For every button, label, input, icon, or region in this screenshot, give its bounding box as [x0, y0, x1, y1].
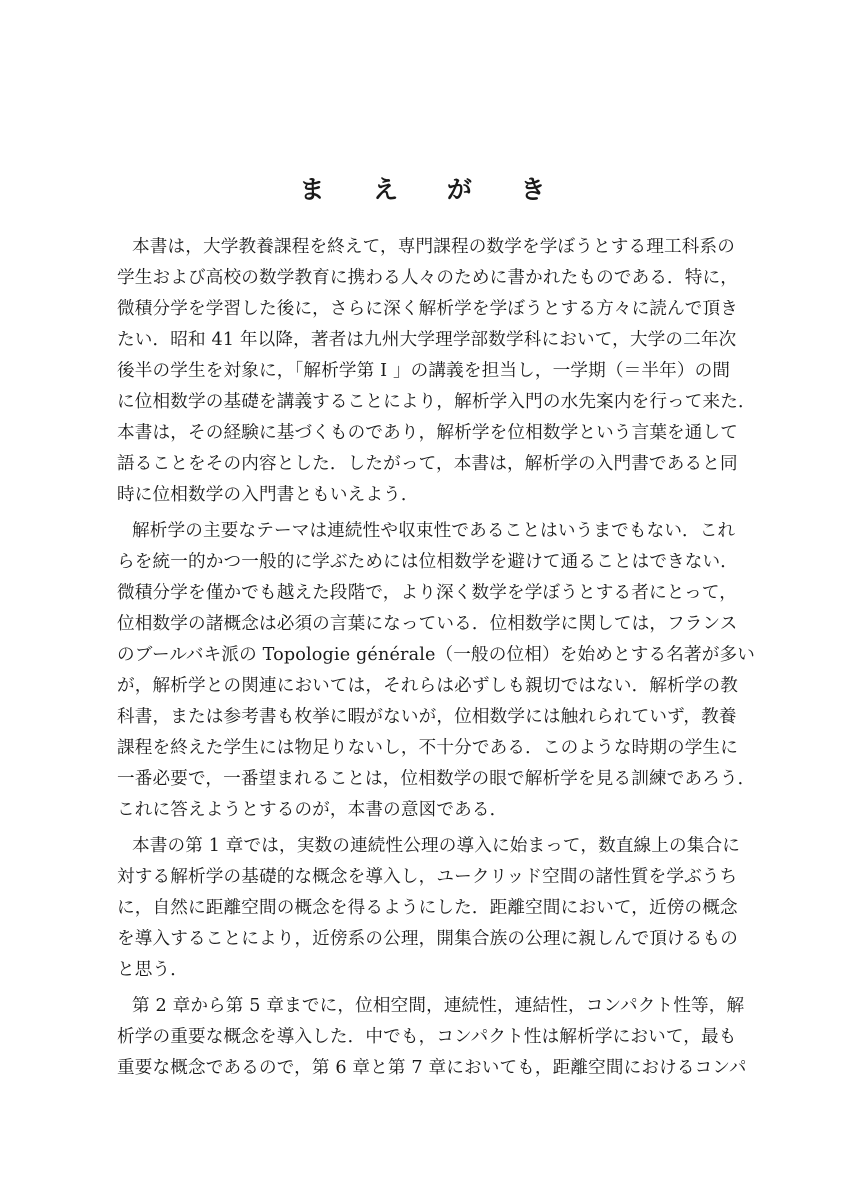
- text-line: が，解析学との関連においては，それらは必ずしも親切ではない．解析学の教: [117, 676, 739, 696]
- text-line: 本書は，その経験に基づくものであり，解析学を位相数学という言葉を通して: [117, 423, 739, 443]
- text-line: を導入することにより，近傍系の公理，開集合族の公理に親しんで頂けるもの: [117, 929, 739, 949]
- text-line: 本書の第 1 章では，実数の連続性公理の導入に始まって，数直線上の集合に: [132, 836, 741, 856]
- text-line: たい．昭和 41 年以降，著者は九州大学理学部数学科において，大学の二年次: [117, 330, 737, 350]
- text-line: 第 2 章から第 5 章までに，位相空間，連続性，連結性，コンパクト性等，解: [132, 996, 745, 1016]
- text-line: 重要な概念であるので，第 6 章と第 7 章においても，距離空間におけるコンパ: [117, 1058, 747, 1078]
- text-line: 対する解析学の基礎的な概念を導入し，ユークリッド空間の諸性質を学ぶうち: [117, 867, 738, 887]
- text-line: 析学の重要な概念を導入した．中でも，コンパクト性は解析学において，最も: [117, 1027, 737, 1047]
- text-line: 後半の学生を対象に，「解析学第 I 」の講義を担当し，一学期（＝半年）の間: [117, 361, 731, 381]
- text-line: のブールバキ派の Topologie générale（一般の位相）を始めとする名著が多い: [117, 645, 755, 665]
- paragraph-1: [117, 232, 777, 511]
- paragraph-4: [117, 991, 777, 1084]
- text-line: 位相数学の諸概念は必須の言葉になっている．位相数学に関しては，フランス: [117, 614, 738, 634]
- text-line: に位相数学の基礎を講義することにより，解析学入門の水先案内を行って来た．: [117, 392, 756, 412]
- page-title: ま え が き: [299, 175, 566, 204]
- text-line: 本書は，大学教養課程を終えて，専門課程の数学を学ぼうとする理工科系の: [132, 237, 735, 257]
- text-line: 科書，または参考書も枚挙に暇がないが，位相数学には触れられていず，教養: [117, 707, 737, 727]
- text-line: 学生および高校の数学教育に携わる人々のために書かれたものである．特に，: [117, 268, 739, 288]
- text-line: 微積分学を僅かでも越えた段階で，より深く数学を学ぼうとする者にとって，: [117, 583, 737, 603]
- text-line: と思う．: [117, 960, 188, 980]
- text-line: 語ることをその内容とした．したがって，本書は，解析学の入門書であると同: [117, 454, 738, 474]
- paragraph-3: [117, 831, 777, 986]
- text-line: 微積分学を学習した後に，さらに深く解析学を学ぼうとする方々に読んで頂き: [117, 299, 739, 319]
- text-line: らを統一的かつ一般的に学ぶためには位相数学を避けて通ることはできない．: [117, 552, 739, 572]
- text-line: 時に位相数学の入門書ともいえよう．: [117, 485, 419, 505]
- text-line: 課程を終えた学生には物足りないし，不十分である．このような時期の学生に: [117, 738, 739, 758]
- text-line: 解析学の主要なテーマは連続性や収束性であることはいうまでもない．これ: [132, 521, 736, 541]
- body-text: [117, 232, 777, 1084]
- paragraph-2: [117, 516, 777, 826]
- text-line: 一番必要で，一番望まれることは，位相数学の眼で解析学を見る訓練であろう．: [117, 769, 756, 789]
- text-line: に，自然に距離空間の概念を得るようにした．距離空間において，近傍の概念: [117, 898, 738, 918]
- text-line: これに答えようとするのが，本書の意図である．: [117, 800, 508, 820]
